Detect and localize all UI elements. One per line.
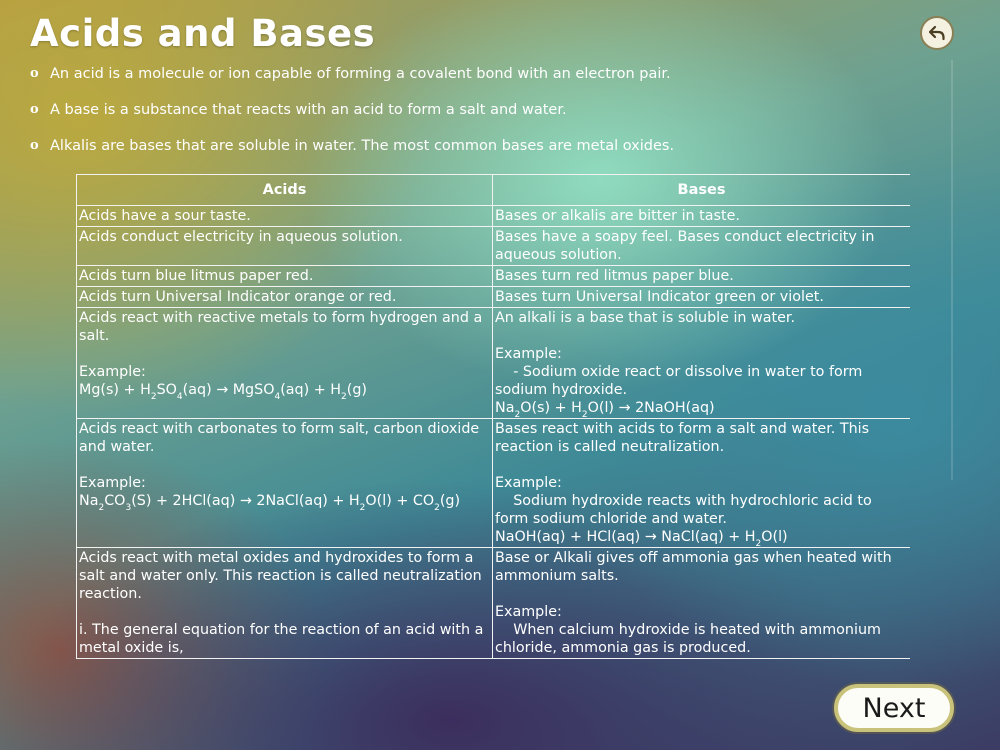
acids-cell: [77, 308, 493, 419]
table-body: [77, 206, 911, 659]
header-bases: Bases: [493, 175, 911, 206]
table-header-row: [77, 175, 911, 206]
acids-bases-table: [76, 174, 910, 659]
cell-line: Example:: [79, 475, 146, 491]
cell-line: Acids turn Universal Indicator orange or red.: [79, 289, 397, 305]
bullet-item: [30, 64, 930, 84]
bullet-text: An acid is a molecule or ion capable of forming a covalent bond with an electron pair.: [50, 66, 671, 82]
bullet-marker: o: [30, 138, 39, 153]
bullet-list: [30, 64, 930, 172]
cell-line: Bases or alkalis are bitter in taste.: [495, 208, 740, 224]
cell-spacer: [79, 345, 490, 363]
cell-line: Bases turn Universal Indicator green or violet.: [495, 289, 824, 305]
cell-spacer: [495, 585, 908, 603]
table-row: [77, 308, 911, 419]
acids-cell: [77, 419, 493, 548]
bullet-text: Alkalis are bases that are soluble in water. The most common bases are metal oxides.: [50, 138, 675, 154]
bases-cell: [493, 227, 911, 266]
next-button[interactable]: Next: [834, 684, 954, 732]
cell-line: $Mg(s) + H_2SO_4(aq)$ → MgSO$_4$(aq) + $H_2(g)$: [79, 382, 367, 402]
cell-line: Bases turn red litmus paper blue.: [495, 268, 734, 284]
back-button[interactable]: [920, 16, 954, 50]
cell-line: Acids react with carbonates to form salt, carbon dioxide and water.: [79, 421, 484, 455]
cell-line: Example:: [495, 346, 562, 362]
page-title: Acids and Bases: [30, 12, 376, 55]
table-row: [77, 227, 911, 266]
acids-cell: [77, 206, 493, 227]
bases-cell: [493, 287, 911, 308]
acids-cell: [77, 287, 493, 308]
cell-line: $Na_2O(s) + H_2O(l)$ → 2NaOH(aq): [495, 400, 715, 420]
comparison-table-scroll-area[interactable]: [76, 174, 910, 664]
cell-line: Sodium hydroxide reacts with hydrochloric acid to form sodium chloride and water.: [495, 493, 877, 527]
bullet-marker: o: [30, 102, 39, 117]
bullet-marker: o: [30, 66, 39, 81]
cell-line: NaOH(aq) + HCl(aq) → NaCl(aq) + $H_2O(l)$: [495, 529, 788, 549]
cell-line: When calcium hydroxide is heated with ammonium chloride, ammonia gas is produced.: [495, 622, 886, 656]
cell-line: Base or Alkali gives off ammonia gas when heated with ammonium salts.: [495, 550, 897, 584]
cell-line: Acids react with metal oxides and hydroxides to form a salt and water only. This reaction is called neutralization reaction.: [79, 550, 487, 602]
acids-cell: [77, 266, 493, 287]
bases-cell: [493, 548, 911, 659]
cell-line: Example:: [495, 475, 562, 491]
cell-spacer: [79, 603, 490, 621]
table-row: [77, 266, 911, 287]
cell-line: Bases have a soapy feel. Bases conduct electricity in aqueous solution.: [495, 229, 879, 263]
bases-cell: [493, 419, 911, 548]
bases-cell: [493, 206, 911, 227]
cell-line: Bases react with acids to form a salt and water. This reaction is called neutralization.: [495, 421, 874, 455]
cell-line: Acids react with reactive metals to form hydrogen and a salt.: [79, 310, 487, 344]
cell-line: Acids conduct electricity in aqueous solution.: [79, 229, 403, 245]
cell-line: Acids have a sour taste.: [79, 208, 251, 224]
cell-spacer: [495, 327, 908, 345]
acids-cell: [77, 227, 493, 266]
bases-cell: [493, 266, 911, 287]
cell-line: An alkali is a base that is soluble in water.: [495, 310, 795, 326]
scrollbar-track[interactable]: [951, 60, 953, 480]
cell-line: Acids turn blue litmus paper red.: [79, 268, 314, 284]
cell-line: Example:: [79, 364, 146, 380]
header-acids: Acids: [77, 175, 493, 206]
cell-line: - Sodium oxide react or dissolve in water to form sodium hydroxide.: [495, 364, 867, 398]
cell-spacer: [79, 456, 490, 474]
cell-line: i. The general equation for the reaction of an acid with a metal oxide is,: [79, 622, 488, 656]
table-row: [77, 206, 911, 227]
table-row: [77, 419, 911, 548]
table-row: [77, 287, 911, 308]
bullet-text: A base is a substance that reacts with an acid to form a salt and water.: [50, 102, 567, 118]
cell-line: Example:: [495, 604, 562, 620]
back-arrow-icon: [927, 23, 947, 43]
table-row: [77, 548, 911, 659]
cell-line: $Na_2CO_3(S) + 2HCl(aq)$ → 2NaCl(aq) + $H_2O(l) + CO_2(g)$: [79, 493, 461, 513]
bases-cell: [493, 308, 911, 419]
acids-cell: [77, 548, 493, 659]
bullet-item: [30, 136, 930, 156]
bullet-item: [30, 100, 930, 120]
cell-spacer: [495, 456, 908, 474]
